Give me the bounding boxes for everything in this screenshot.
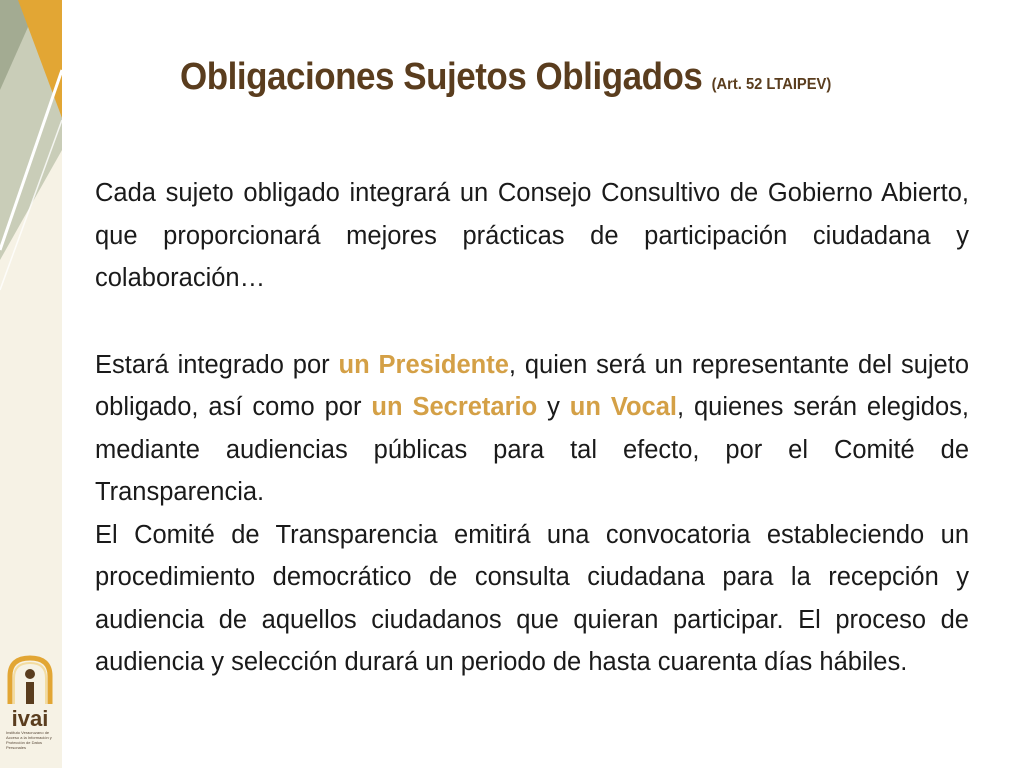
- title-article-ref: (Art. 52 LTAIPEV): [711, 76, 832, 93]
- logo-wordmark: ivai: [11, 706, 49, 731]
- logo-caption: Instituto Veracruzano de Acceso a la Información y Protección de Datos Personales: [6, 730, 52, 750]
- highlight-secretario: un Secretario: [371, 393, 538, 421]
- paragraph-integracion: [95, 344, 969, 514]
- p2-text-2: , quien será un representante del sujeto obligado, así como por: [95, 350, 969, 421]
- p2-text-4: , quienes serán elegidos, mediante audiencias públicas para tal efecto, por el Comité de Transparencia.: [95, 393, 970, 506]
- decorative-sidebar: [0, 0, 62, 768]
- slide-title: [180, 56, 916, 99]
- p2-text-1: Estará integrado por: [95, 350, 339, 379]
- paragraph-convocatoria: El Comité de Transparencia emitirá una convocatoria estableciendo un procedimiento democrático de consulta ciudadana para la recepción y audiencia de aquellos ciudadanos que quieran participar. El proceso de audiencia y selección durará un periodo de hasta cuarenta días hábiles.: [95, 520, 969, 676]
- title-main: Obligaciones Sujetos Obligados: [180, 56, 703, 98]
- paragraph-consejo: Cada sujeto obligado integrará un Consejo Consultivo de Gobierno Abierto, que proporcionará mejores prácticas de participación ciudadana y colaboración…: [95, 179, 969, 292]
- p2-text-3: y: [537, 393, 570, 421]
- ivai-logo-icon: [2, 652, 58, 732]
- slide-body: [95, 172, 969, 684]
- highlight-vocal: un Vocal: [569, 393, 677, 421]
- highlight-presidente: un Presidente: [338, 350, 509, 379]
